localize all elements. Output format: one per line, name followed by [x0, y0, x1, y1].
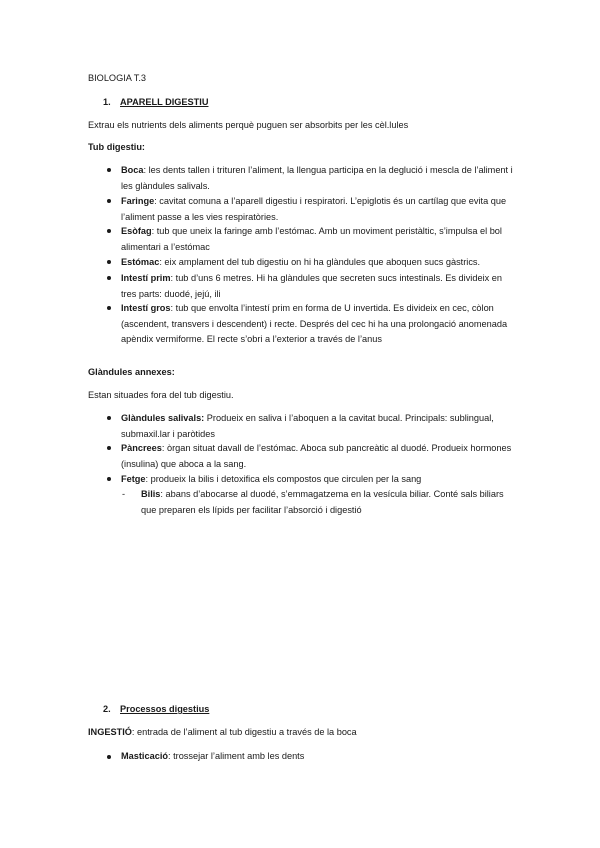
description: : tub que envolta l’intestí prim en forma de U invertida. Es divideix en cec, còlon (ascendent, transvers i descendent) i recte. Després del cec hi ha una prolongació anomenada apèndix vermiforme. El recte s’obri a l’exterior a través de l’anus — [121, 303, 508, 344]
bullet-icon — [107, 755, 111, 759]
description: : cavitat comuna a l’aparell digestiu i respiratori. L’epiglotis és un cartílag que evita que l’aliment passe a les vies respiratòries. — [121, 196, 507, 222]
term: Faringe — [121, 196, 155, 206]
term: INGESTIÓ — [88, 727, 132, 737]
bullet-icon — [107, 199, 111, 203]
description: : tub que uneix la faringe amb l’estómac. Amb un moviment peristàltic, s’impulsa el bol alimentari a l’estómac — [121, 226, 502, 252]
description: : tub d’uns 6 metres. Hi ha glàndules que secreten sucs intestinals. Es divideix en tres parts: duodé, jejú, ili — [121, 273, 502, 299]
bullet-icon — [107, 477, 111, 481]
term: Pàncrees — [121, 443, 162, 453]
bullet-icon — [107, 446, 111, 450]
list-item-esofag — [121, 224, 511, 255]
list-item-intesti-prim — [121, 271, 511, 302]
ingestio-line — [88, 726, 357, 738]
bullet-icon — [107, 260, 111, 264]
list-item-masticacio — [121, 750, 304, 762]
term: Fetge — [121, 474, 146, 484]
document-header: BIOLOGIA T.3 — [88, 73, 147, 83]
term: Boca — [121, 165, 144, 175]
description: Produeix en saliva i l’aboquen a la cavitat bucal. Principals: sublingual, submaxil.lar i paròtides — [121, 413, 494, 439]
term: Bilis — [141, 489, 161, 499]
dash-bullet: - — [122, 489, 126, 499]
section-2-title: Processos digestius — [120, 704, 210, 714]
term: Intestí prim — [121, 273, 171, 283]
term: Intestí gros — [121, 303, 171, 313]
term: Masticació — [121, 751, 168, 761]
tub-digestiu-heading: Tub digestiu: — [88, 142, 145, 152]
bullet-icon — [107, 306, 111, 310]
section-1-title: APARELL DIGESTIU — [120, 97, 209, 107]
term: Esòfag — [121, 226, 152, 236]
bullet-icon — [107, 168, 111, 172]
glandules-heading: Glàndules annexes: — [88, 367, 175, 377]
section-1-number: 1. — [103, 97, 111, 107]
description: : eix amplament del tub digestiu on hi ha glàndules que aboquen sucs gàstrics. — [159, 257, 481, 267]
glandules-intro: Estan situades fora del tub digestiu. — [88, 390, 234, 400]
list-item-estomac — [121, 255, 521, 271]
section-2-number: 2. — [103, 704, 111, 714]
description: : les dents tallen i trituren l’aliment, la llengua participa en la deglució i mescla de l’aliment i les glàndules salivals. — [121, 165, 513, 191]
list-item-faringe — [121, 194, 511, 225]
description: : entrada de l’aliment al tub digestiu a través de la boca — [131, 727, 357, 737]
description: : produeix la bilis i detoxifica els compostos que circulen per la sang — [145, 474, 422, 484]
list-item-boca — [121, 163, 517, 194]
list-item-intesti-gros — [121, 301, 517, 348]
bullet-icon — [107, 229, 111, 233]
bullet-icon — [107, 416, 111, 420]
list-item-bilis — [141, 487, 517, 518]
bullet-icon — [107, 276, 111, 280]
list-item-pancrees — [121, 441, 517, 472]
list-item-fetge — [121, 472, 521, 488]
term: Glàndules salivals: — [121, 413, 205, 423]
intro-text: Extrau els nutrients dels aliments perquè puguen ser absorbits per les cèl.lules — [88, 120, 409, 130]
description: : abans d’abocarse al duodé, s’emmagatzema en la vesícula biliar. Conté sals biliars que preparen els lípids per facilitar l’absorció i digestió — [141, 489, 504, 515]
list-item-glandules-salivals — [121, 411, 511, 442]
description: : òrgan situat davall de l’estómac. Aboca sub pancreàtic al duodé. Produeix hormones (insulina) que aboca a la sang. — [121, 443, 512, 469]
term: Estómac — [121, 257, 160, 267]
description: : trossejar l’aliment amb les dents — [167, 751, 305, 761]
